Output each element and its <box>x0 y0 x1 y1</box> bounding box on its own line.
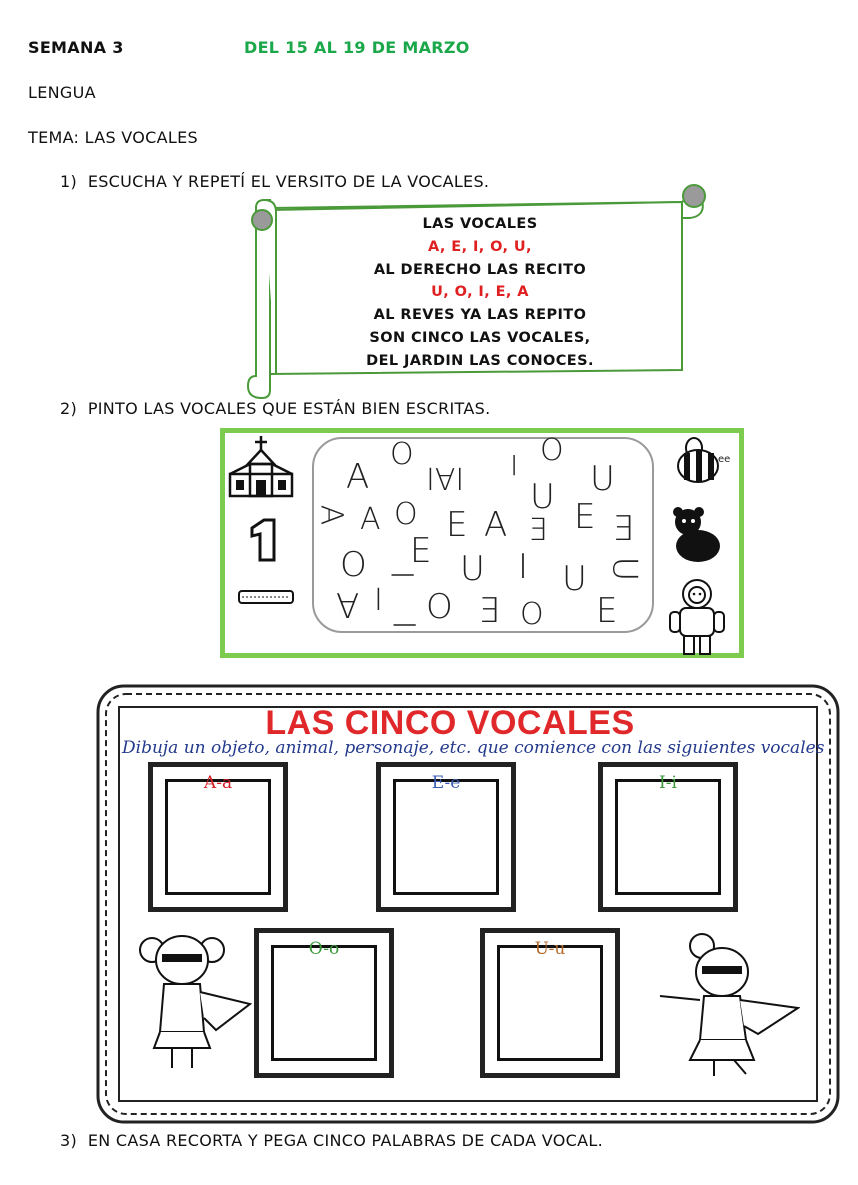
letter-glyph: O <box>540 433 564 468</box>
letter-glyph: O <box>520 597 544 632</box>
vowel-label: A-a <box>203 773 233 793</box>
letter-glyph: O <box>426 587 453 627</box>
letter-glyph: O <box>340 545 367 585</box>
letter-glyph: Ǝ <box>528 513 547 548</box>
poem-line: AL REVES YA LAS REPITO <box>373 307 587 324</box>
letter-glyph: U <box>562 559 587 599</box>
letter-glyph: U <box>604 556 645 582</box>
eskimo-icon <box>666 578 728 658</box>
worksheet-subtitle: Dibuja un objeto, animal, personaje, etc. que comience con las siguientes vocales <box>122 738 825 758</box>
q3-number: 3) <box>60 1131 78 1150</box>
vowel-label: E-e <box>431 773 461 793</box>
vowel-box-o <box>254 928 394 1078</box>
letter-glyph: A <box>360 502 381 537</box>
poem-line: AL DERECHO LAS RECITO <box>373 261 587 278</box>
letter-glyph: A <box>484 505 508 545</box>
vowel-box-e <box>376 762 516 912</box>
bear-icon <box>666 506 724 564</box>
poem-line: SON CINCO LAS VOCALES, <box>369 329 591 346</box>
date-range: DEL 15 AL 19 DE MARZO <box>244 38 470 57</box>
letter-glyph: I <box>518 547 529 587</box>
harmonica-icon <box>236 588 296 608</box>
vowel-box-i <box>598 762 738 912</box>
poem-block <box>300 213 660 373</box>
week-label: SEMANA 3 <box>28 38 124 57</box>
vowel-label: I-i <box>659 773 677 793</box>
worksheet-title: LAS CINCO VOCALES <box>265 704 635 742</box>
letter-glyph: I <box>385 620 421 630</box>
letter-glyph: I <box>374 583 383 618</box>
poem-line: LAS VOCALES <box>422 216 538 232</box>
letter-glyph: A <box>313 504 349 526</box>
bee-icon <box>668 436 738 486</box>
vowel-box-a <box>148 762 288 912</box>
q3-text: EN CASA RECORTA Y PEGA CINCO PALABRAS DE CADA VOCAL. <box>87 1131 603 1150</box>
superhero-girl-right-icon <box>650 930 800 1080</box>
q1-number: 1) <box>60 172 78 191</box>
subject-label: LENGUA <box>28 83 96 102</box>
vowel-box-u <box>480 928 620 1078</box>
letter-glyph: ∀ <box>336 587 360 627</box>
letter-glyph: O <box>394 497 418 532</box>
letter-glyph: I∀I <box>426 463 465 498</box>
letter-glyph: U <box>590 459 615 499</box>
letter-glyph: A <box>346 457 370 497</box>
letter-glyph: Ǝ <box>612 509 634 549</box>
poem-line: U, O, I, E, A <box>431 284 529 301</box>
q3-instruction <box>60 1131 603 1150</box>
letter-glyph: I <box>383 570 419 580</box>
q2-instruction <box>60 399 490 418</box>
poem-line: A, E, I, O, U, <box>428 238 532 255</box>
letter-glyph: U <box>460 549 485 589</box>
letter-glyph: E <box>574 497 596 537</box>
poem-line: DEL JARDIN LAS CONOCES. <box>366 352 594 369</box>
vowel-label: U-u <box>534 939 566 959</box>
q1-text: ESCUCHA Y REPETÍ EL VERSITO DE LA VOCALES. <box>87 172 490 191</box>
letter-glyph: U <box>530 477 555 517</box>
letter-glyph: Ǝ <box>478 591 500 631</box>
q2-text: PINTO LAS VOCALES QUE ESTÁN BIEN ESCRITAS. <box>87 399 491 418</box>
svg-text:ee: ee <box>718 454 731 465</box>
letter-glyph: E <box>596 591 618 631</box>
q2-number: 2) <box>60 399 78 418</box>
letter-glyph: E <box>446 505 468 545</box>
vowel-label: O-o <box>308 939 340 959</box>
letter-glyph: O <box>390 437 414 472</box>
church-icon <box>226 434 296 500</box>
topic-label: TEMA: LAS VOCALES <box>28 128 198 147</box>
letter-glyph: E <box>410 531 432 571</box>
number-one-icon <box>246 518 280 562</box>
superhero-girl-left-icon <box>134 922 252 1074</box>
letter-glyph: I <box>510 449 519 482</box>
